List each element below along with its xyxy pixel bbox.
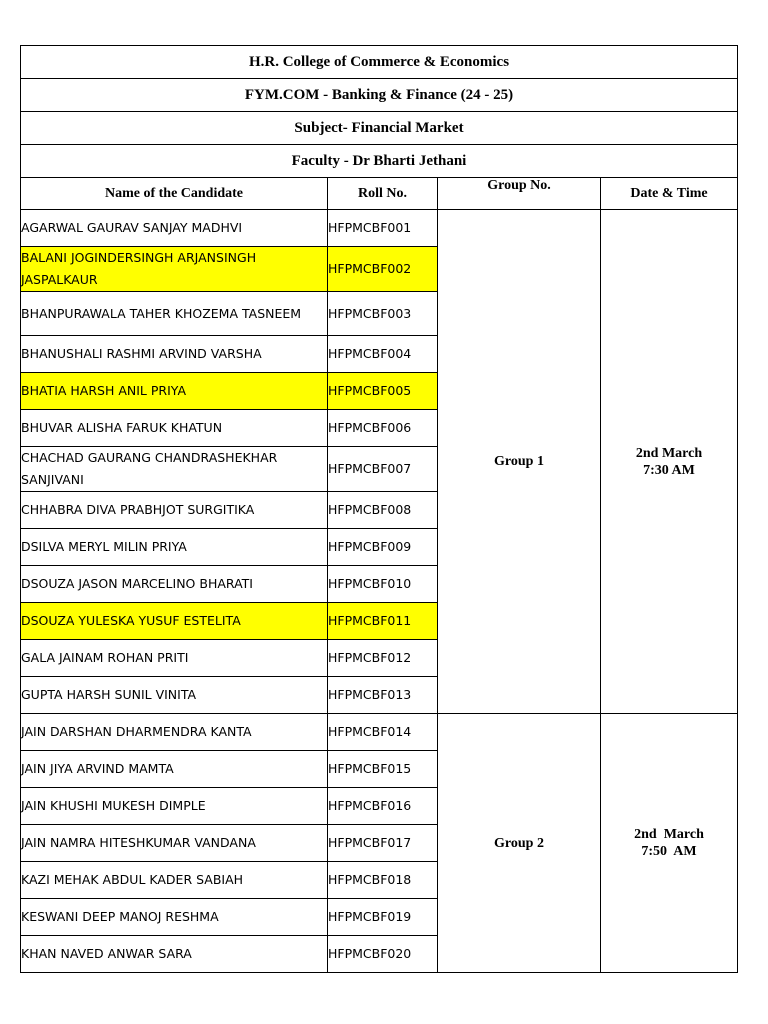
roll-number: HFPMCBF018 xyxy=(328,862,438,899)
group-label: Group 1 xyxy=(438,210,601,714)
title-row-subject xyxy=(21,112,738,145)
college-title: H.R. College of Commerce & Economics xyxy=(21,46,738,79)
roll-number: HFPMCBF020 xyxy=(328,936,438,973)
title-row-college xyxy=(21,46,738,79)
candidate-name: KESWANI DEEP MANOJ RESHMA xyxy=(21,899,328,936)
roll-number: HFPMCBF017 xyxy=(328,825,438,862)
roll-number: HFPMCBF005 xyxy=(328,373,438,410)
exam-date: 2nd March xyxy=(635,445,703,461)
datetime-column-header: Date & Time xyxy=(601,178,738,210)
candidate-name: JAIN NAMRA HITESHKUMAR VANDANA xyxy=(21,825,328,862)
table-row xyxy=(21,714,738,751)
group-datetime xyxy=(601,210,738,714)
candidate-name: CHHABRA DIVA PRABHJOT SURGITIKA xyxy=(21,492,328,529)
candidate-name: DSOUZA YULESKA YUSUF ESTELITA xyxy=(21,603,328,640)
roll-number: HFPMCBF004 xyxy=(328,336,438,373)
candidate-name: BHANPURAWALA TAHER KHOZEMA TASNEEM xyxy=(21,292,328,336)
candidate-name: GALA JAINAM ROHAN PRITI xyxy=(21,640,328,677)
candidate-name: JAIN JIYA ARVIND MAMTA xyxy=(21,751,328,788)
subject-title: Subject- Financial Market xyxy=(21,112,738,145)
title-row-program xyxy=(21,79,738,112)
roll-number: HFPMCBF010 xyxy=(328,566,438,603)
roll-number: HFPMCBF011 xyxy=(328,603,438,640)
exam-time: 7:30 AM xyxy=(643,462,695,478)
candidate-name: AGARWAL GAURAV SANJAY MADHVI xyxy=(21,210,328,247)
candidate-name: KHAN NAVED ANWAR SARA xyxy=(21,936,328,973)
candidate-name: KAZI MEHAK ABDUL KADER SABIAH xyxy=(21,862,328,899)
candidate-name: GUPTA HARSH SUNIL VINITA xyxy=(21,677,328,714)
column-header-row xyxy=(21,178,738,210)
exam-time: 7:50 AM xyxy=(641,844,697,859)
roll-number: HFPMCBF019 xyxy=(328,899,438,936)
group-datetime xyxy=(601,714,738,973)
candidate-name: JAIN DARSHAN DHARMENDRA KANTA xyxy=(21,714,328,751)
candidate-name: BALANI JOGINDERSINGH ARJANSINGH JASPALKAUR xyxy=(21,247,328,292)
faculty-title: Faculty - Dr Bharti Jethani xyxy=(21,145,738,178)
candidate-name: DSILVA MERYL MILIN PRIYA xyxy=(21,529,328,566)
candidate-name: DSOUZA JASON MARCELINO BHARATI xyxy=(21,566,328,603)
roll-number: HFPMCBF009 xyxy=(328,529,438,566)
candidate-name: BHANUSHALI RASHMI ARVIND VARSHA xyxy=(21,336,328,373)
table-row xyxy=(21,210,738,247)
roll-number: HFPMCBF002 xyxy=(328,247,438,292)
roll-number: HFPMCBF015 xyxy=(328,751,438,788)
candidate-name: BHUVAR ALISHA FARUK KHATUN xyxy=(21,410,328,447)
roll-number: HFPMCBF003 xyxy=(328,292,438,336)
roll-number: HFPMCBF013 xyxy=(328,677,438,714)
candidate-name: BHATIA HARSH ANIL PRIYA xyxy=(21,373,328,410)
roll-column-header: Roll No. xyxy=(328,178,438,210)
group-label: Group 2 xyxy=(438,714,601,973)
group-column-header: Group No. xyxy=(438,178,601,210)
roll-number: HFPMCBF014 xyxy=(328,714,438,751)
name-column-header: Name of the Candidate xyxy=(21,178,328,210)
roll-number: HFPMCBF006 xyxy=(328,410,438,447)
candidate-name: CHACHAD GAURANG CHANDRASHEKHAR SANJIVANI xyxy=(21,447,328,492)
roll-number: HFPMCBF001 xyxy=(328,210,438,247)
program-title: FYM.COM - Banking & Finance (24 - 25) xyxy=(21,79,738,112)
roll-number: HFPMCBF012 xyxy=(328,640,438,677)
candidate-schedule-table xyxy=(20,45,738,973)
candidate-name: JAIN KHUSHI MUKESH DIMPLE xyxy=(21,788,328,825)
exam-date: 2nd March xyxy=(634,827,704,842)
roll-number: HFPMCBF007 xyxy=(328,447,438,492)
roll-number: HFPMCBF016 xyxy=(328,788,438,825)
roll-number: HFPMCBF008 xyxy=(328,492,438,529)
title-row-faculty xyxy=(21,145,738,178)
